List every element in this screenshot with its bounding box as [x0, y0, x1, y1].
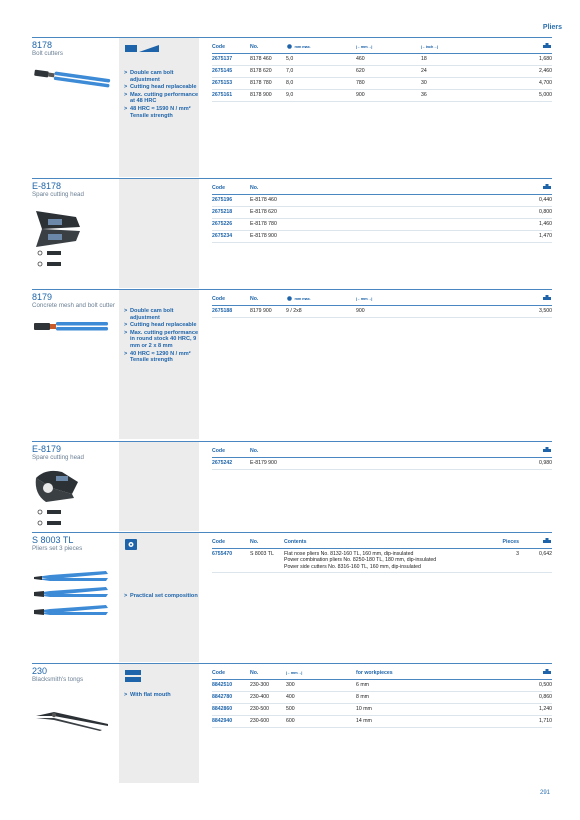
product-number: E-8178 [32, 181, 62, 191]
cutting-head-image [32, 207, 92, 279]
value-cell: 8,0 [286, 77, 356, 89]
column-header: Contents [284, 536, 484, 548]
weight-cell: 3,500 [421, 305, 552, 317]
table-row [212, 457, 552, 469]
column-header: Code [212, 41, 250, 53]
table-row [212, 703, 552, 715]
product-number: 230 [32, 666, 48, 676]
product-number: 8178 [32, 40, 53, 50]
concrete-mesh-cutter-image [32, 318, 114, 334]
code-cell: 2675161 [212, 89, 250, 101]
flat-mouth-icon [125, 670, 141, 682]
feature-column [119, 179, 199, 288]
code-cell: 8842780 [212, 691, 250, 703]
table-row [212, 77, 552, 89]
feature-column [119, 533, 199, 662]
weight-cell: 0,500 [476, 679, 552, 691]
code-cell: 2675226 [212, 218, 250, 230]
product-name: Blacksmith's tongs [32, 676, 84, 683]
feature-item: > Practical set composition [123, 593, 199, 600]
code-cell: 2675242 [212, 457, 250, 469]
number-cell: 8178 620 [250, 65, 286, 77]
column-header: No. [250, 536, 284, 548]
code-cell: 2675145 [212, 65, 250, 77]
product-table [212, 293, 552, 318]
code-cell: 2675188 [212, 305, 250, 317]
number-cell: 230-400 [250, 691, 286, 703]
value-cell: 460 [356, 53, 421, 65]
code-cell: 2675153 [212, 77, 250, 89]
value-cell: 500 [286, 703, 356, 715]
number-cell: 230-300 [250, 679, 286, 691]
value-cell: 9,0 [286, 89, 356, 101]
column-unit: mm [360, 295, 368, 301]
cutting-type-icon [125, 44, 159, 53]
column-header-length: |←mm→| [356, 293, 421, 305]
table-header-row [212, 667, 552, 679]
weight-icon [421, 293, 552, 305]
value-cell: 10 mm [356, 703, 476, 715]
number-cell: 8179 900 [250, 305, 286, 317]
weight-icon [454, 182, 553, 194]
table-header-row [212, 536, 552, 548]
contents-cell: Flat nose pliers No. 8132-160 TL, 160 mm, dip-insulated Power combination pliers No. 8250-180 TL, 180 mm, dip-insulated Power side cutters No. 8316-160 TL, 160 mm, dip-insulated [284, 548, 484, 573]
product-table [212, 182, 552, 243]
feature-item: > Cutting head replaceable [123, 322, 199, 329]
value-cell: 900 [356, 89, 421, 101]
round-stock-icon [286, 296, 293, 301]
product-section-8178 [32, 37, 552, 177]
column-header-cut-diameter [286, 293, 356, 305]
feature-list [123, 692, 199, 700]
blacksmith-tongs-image [32, 702, 114, 732]
column-header: Code [212, 536, 250, 548]
weight-cell: 0,980 [454, 457, 553, 469]
product-name: Concrete mesh and bolt cutter [32, 302, 115, 309]
number-cell: 230-600 [250, 715, 286, 727]
weight-cell: 1,680 [481, 53, 552, 65]
column-unit: inch [425, 43, 434, 49]
table-row [212, 218, 552, 230]
product-name: Spare cutting head [32, 191, 84, 198]
number-cell: E-8178 460 [250, 194, 454, 206]
round-stock-icon [286, 44, 293, 49]
feature-item: > Max. cutting performance at 48 HRC [123, 92, 199, 105]
number-cell: 8178 900 [250, 89, 286, 101]
feature-column [119, 442, 199, 531]
feature-item: > Double cam bolt adjustment [123, 70, 199, 83]
value-cell: 36 [421, 89, 481, 101]
feature-list [123, 70, 199, 120]
product-table [212, 536, 552, 573]
code-cell: 2675137 [212, 53, 250, 65]
value-cell: 900 [356, 305, 421, 317]
feature-list [123, 593, 199, 601]
code-cell: 2675218 [212, 206, 250, 218]
table-header-row [212, 293, 552, 305]
code-cell: 8842940 [212, 715, 250, 727]
product-table [212, 667, 552, 728]
product-number: S 8003 TL [32, 535, 74, 545]
column-header: Pieces [484, 536, 519, 548]
weight-cell: 4,700 [481, 77, 552, 89]
feature-list [123, 308, 199, 365]
table-row [212, 206, 552, 218]
column-header: No. [250, 182, 454, 194]
column-unit: mm [290, 669, 298, 675]
feature-column [119, 38, 199, 177]
table-row [212, 89, 552, 101]
column-header: No. [250, 667, 286, 679]
weight-cell: 0,860 [476, 691, 552, 703]
value-cell: 7,0 [286, 65, 356, 77]
feature-item: > Double cam bolt adjustment [123, 308, 199, 321]
product-section-8179 [32, 289, 552, 439]
feature-item: > Cutting head replaceable [123, 84, 199, 91]
number-cell: S 8003 TL [250, 548, 284, 573]
column-header: Code [212, 182, 250, 194]
feature-column [119, 664, 199, 783]
value-cell: 8 mm [356, 691, 476, 703]
bolt-cutter-image [32, 66, 114, 92]
pieces-cell: 3 [484, 548, 519, 573]
product-name: Bolt cutters [32, 50, 63, 57]
weight-icon [519, 536, 552, 548]
product-table [212, 41, 552, 102]
column-unit: mm [360, 43, 368, 49]
chapter-title: Pliers [542, 24, 562, 31]
number-cell: E-8178 900 [250, 230, 454, 242]
product-name: Pliers set 3 pieces [32, 545, 83, 552]
weight-cell: 2,460 [481, 65, 552, 77]
table-header-row [212, 182, 552, 194]
table-row [212, 230, 552, 242]
number-cell: E-8179 900 [250, 457, 454, 469]
feature-item: > 40 HRC ≈ 1290 N / mm² Tensile strength [123, 351, 199, 364]
weight-cell: 0,440 [454, 194, 553, 206]
code-cell: 2675234 [212, 230, 250, 242]
column-unit: mm max. [294, 295, 311, 301]
product-number: 8179 [32, 292, 53, 302]
pliers-set-image [32, 567, 114, 625]
value-cell: 300 [286, 679, 356, 691]
value-cell: 14 mm [356, 715, 476, 727]
column-header: Code [212, 293, 250, 305]
table-row [212, 305, 552, 317]
weight-icon [476, 667, 552, 679]
number-cell: 230-500 [250, 703, 286, 715]
weight-cell: 1,470 [454, 230, 553, 242]
value-cell: 600 [286, 715, 356, 727]
feature-item: > 48 HRC ≈ 1590 N / mm² Tensile strength [123, 106, 199, 119]
code-cell: 8842510 [212, 679, 250, 691]
column-header: No. [250, 41, 286, 53]
product-section-s8003tl [32, 532, 552, 662]
column-header-cut-diameter [286, 41, 356, 53]
value-cell: 6 mm [356, 679, 476, 691]
feature-column [119, 290, 199, 439]
product-section-e8178 [32, 178, 552, 288]
code-cell: 2675196 [212, 194, 250, 206]
value-cell: 30 [421, 77, 481, 89]
product-number: E-8179 [32, 444, 62, 454]
feature-item: > Max. cutting performance in round stock 40 HRC, 9 mm or 2 x 8 mm [123, 330, 199, 350]
table-row [212, 548, 552, 573]
column-header: Code [212, 445, 250, 457]
table-row [212, 53, 552, 65]
value-cell: 9 / 2x8 [286, 305, 356, 317]
column-header-length: |←mm→| [356, 41, 421, 53]
number-cell: E-8178 620 [250, 206, 454, 218]
set-case-icon [125, 539, 137, 550]
value-cell: 5,0 [286, 53, 356, 65]
value-cell: 18 [421, 53, 481, 65]
table-row [212, 679, 552, 691]
weight-cell: 1,460 [454, 218, 553, 230]
column-header-inch: |←inch→| [421, 41, 481, 53]
column-unit: mm max. [294, 43, 311, 49]
weight-icon [481, 41, 552, 53]
code-cell: 8842860 [212, 703, 250, 715]
value-cell: 780 [356, 77, 421, 89]
weight-cell: 1,240 [476, 703, 552, 715]
table-row [212, 715, 552, 727]
product-section-e8179 [32, 441, 552, 531]
table-row [212, 194, 552, 206]
column-header: Code [212, 667, 250, 679]
cutting-head-image [32, 468, 92, 534]
column-header: for workpieces [356, 667, 476, 679]
weight-cell: 0,800 [454, 206, 553, 218]
weight-cell: 5,000 [481, 89, 552, 101]
weight-icon [454, 445, 553, 457]
value-cell: 400 [286, 691, 356, 703]
number-cell: 8178 780 [250, 77, 286, 89]
product-name: Spare cutting head [32, 454, 84, 461]
column-header: No. [250, 293, 286, 305]
weight-cell: 1,710 [476, 715, 552, 727]
product-table [212, 445, 552, 470]
product-section-230 [32, 663, 552, 783]
table-header-row [212, 445, 552, 457]
table-row [212, 65, 552, 77]
value-cell: 620 [356, 65, 421, 77]
number-cell: E-8178 780 [250, 218, 454, 230]
weight-cell: 0,642 [519, 548, 552, 573]
column-header: No. [250, 445, 454, 457]
number-cell: 8178 460 [250, 53, 286, 65]
table-header-row [212, 41, 552, 53]
column-header-length: |←mm→| [286, 667, 356, 679]
table-row [212, 691, 552, 703]
code-cell: 6755470 [212, 548, 250, 573]
value-cell: 24 [421, 65, 481, 77]
page-number: 291 [539, 790, 550, 796]
feature-item: > With flat mouth [123, 692, 199, 699]
